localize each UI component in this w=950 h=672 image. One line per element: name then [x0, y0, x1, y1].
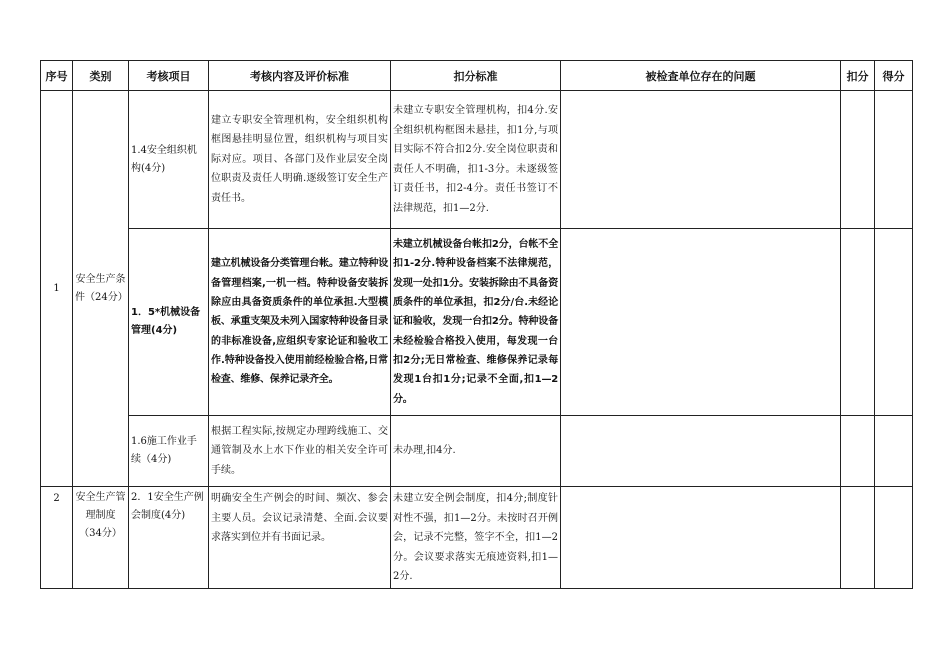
assessment-table [40, 60, 913, 589]
assessment-item [129, 487, 209, 589]
table-row [41, 229, 913, 416]
score-cell[interactable] [875, 91, 913, 229]
header-category: 类别 [73, 61, 129, 91]
assessment-content: 建立机械设备分类管理台帐。建立特种设备管理档案,一机一档。特种设备安装拆除应由具备资质条件的单位承担.大型模板、承重支架及未列入国家特种设备目录的非标准设备,应组织专家论证和验收工作.特种设备投入使用前经检验合格,日常检查、维修、保养记录齐全。 [209, 229, 391, 416]
header-item: 考核项目 [129, 61, 209, 91]
points-off-cell[interactable] [841, 229, 875, 416]
table-row [41, 487, 913, 589]
score-cell[interactable] [875, 416, 913, 487]
header-problem: 被检查单位存在的问题 [561, 61, 841, 91]
deduction-standard: 未办理,扣4分. [391, 416, 561, 487]
header-points-off: 扣分 [841, 61, 875, 91]
problem-cell[interactable] [561, 91, 841, 229]
points-off-cell[interactable] [841, 487, 875, 589]
assessment-item [129, 229, 209, 416]
deduction-standard: 未建立安全例会制度，扣4分;制度针对性不强，扣1—2分。未按时召开例会，记录不完整，签字不全，扣1—2分。会议要求落实无痕迹资料,扣1—2分. [391, 487, 561, 589]
deduction-standard: 未建立机械设备台帐扣2分，台帐不全扣1-2分.特种设备档案不法律规范，发现一处扣1分。安装拆除由不具备资质条件的单位承担，扣2分/台.未经论证和验收，发现一台扣2分。特种设备未经检验合格投入使用，每发现一台扣2分;无日常检查、维修保养记录每发现1台扣1分;记录不全面,扣1—2分。 [391, 229, 561, 416]
assessment-item [129, 91, 209, 229]
assessment-item-label: 1.4安全组织机构(4分) [131, 144, 197, 174]
score-cell[interactable] [875, 229, 913, 416]
assessment-content: 明确安全生产例会的时间、频次、参会主要人员。会议记录清楚、全面.会议要求落实到位并有书面记录。 [209, 487, 391, 589]
score-cell[interactable] [875, 487, 913, 589]
points-off-cell[interactable] [841, 91, 875, 229]
section-category: 安全生产管理制度（34分） [73, 487, 129, 589]
header-no: 序号 [41, 61, 73, 91]
table-row [41, 416, 913, 487]
header-score: 得分 [875, 61, 913, 91]
problem-cell[interactable] [561, 229, 841, 416]
problem-cell[interactable] [561, 487, 841, 589]
header-content: 考核内容及评价标准 [209, 61, 391, 91]
table-row [41, 91, 913, 229]
assessment-item-label: 2．1安全生产例会制度(4分) [131, 492, 204, 521]
table-header-row [41, 61, 913, 91]
section-category: 安全生产条件（24分） [73, 91, 129, 487]
assessment-item-label: 1．5*机械设备管理(4分) [131, 307, 201, 336]
assessment-item [129, 416, 209, 487]
assessment-content: 根据工程实际,按规定办理跨线施工、交通管制及水上水下作业的相关安全许可手续。 [209, 416, 391, 487]
assessment-content: 建立专职安全管理机构，安全组织机构框图悬挂明显位置，组织机构与项目实际对应。项目、各部门及作业层安全岗位职责及责任人明确.逐级签订安全生产责任书。 [209, 91, 391, 229]
deduction-standard: 未建立专职安全管理机构，扣4分.安全组织机构框图未悬挂，扣1分,与项目实际不符合扣2分.安全岗位职责和责任人不明确，扣1-3分。未逐级签订责任书，扣2-4分。责任书签订不法律规范，扣1—2分. [391, 91, 561, 229]
points-off-cell[interactable] [841, 416, 875, 487]
section-no: 2 [41, 487, 73, 589]
problem-cell[interactable] [561, 416, 841, 487]
assessment-item-label: 1.6施工作业手续（4分) [131, 436, 197, 465]
header-deduction: 扣分标准 [391, 61, 561, 91]
section-no: 1 [41, 91, 73, 487]
assessment-table-sheet [40, 60, 912, 588]
